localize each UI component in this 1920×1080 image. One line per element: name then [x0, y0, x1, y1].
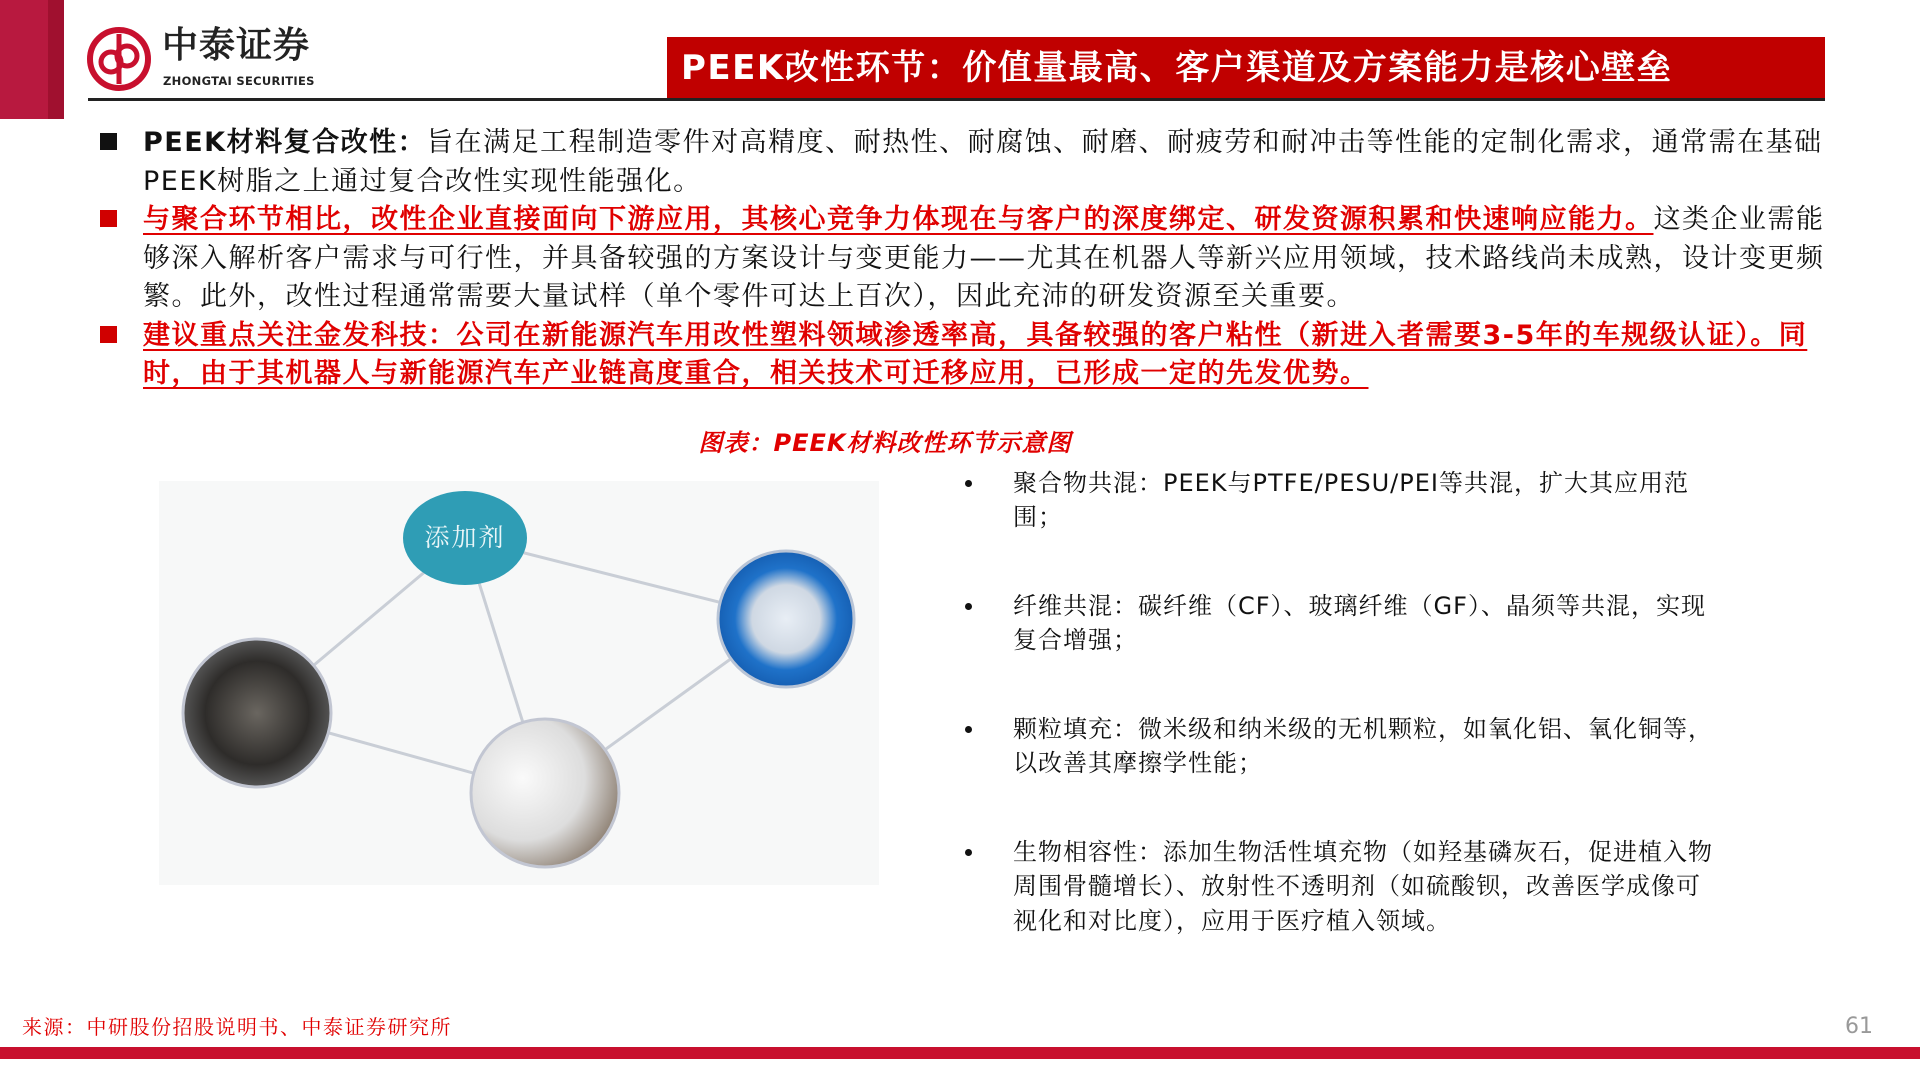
bullet-label: PEEK材料复合改性： [143, 127, 427, 158]
bullet-text: 这类企业需能够深入解析客户需求与可行性，并具备较强的方案设计与变更能力——尤其在机器人等新兴应用领域，技术路线尚未成熟，设计变更频繁。此外，改性过程通常需要大量试样（单个零件可达上百次），因此充沛的研发资源至关重要。 [143, 204, 1825, 312]
figure-point-text: 生物相容性：添加生物活性填充物（如羟基磷灰石，促进植入物周围骨髓增长）、放射性不透明剂（如硫酸钡，改善医学成像可视化和对比度），应用于医疗植入领域。 [1013, 837, 1713, 935]
logo-text-cn: 中泰证券 [162, 25, 311, 66]
bullet-composite-modification [100, 124, 1830, 201]
powder-image [471, 719, 619, 867]
bullet-recommendation [100, 317, 1830, 394]
bullet-highlight: 与聚合环节相比，改性企业直接面向下游应用，其核心竞争力体现在与客户的深度绑定、研发资源积累和快速响应能力。 [143, 204, 1654, 235]
figure-point [965, 835, 1725, 939]
source-note: 来源：中研股份招股说明书、中泰证券研究所 [22, 1015, 452, 1039]
figure-point-text: 聚合物共混：PEEK与PTFE/PESU/PEI等共混，扩大其应用范围； [1013, 468, 1689, 531]
bullet-dot-icon [965, 849, 972, 856]
square-bullet-icon [100, 210, 117, 227]
figure-point-text: 颗粒填充：微米级和纳米级的无机颗粒，如氧化铝、氧化铜等，以改善其摩擦学性能； [1013, 714, 1713, 777]
page-title: PEEK改性环节：价值量最高、客户渠道及方案能力是核心壁垒 [667, 37, 1825, 99]
figure-point [965, 589, 1725, 658]
additive-diagram [159, 481, 879, 885]
bullet-dot-icon [965, 603, 972, 610]
bullet-highlight: 建议重点关注金发科技：公司在新能源汽车用改性塑料领域渗透率高，具备较强的客户粘性（新进入者需要3-5年的车规级认证）。同时，由于其机器人与新能源汽车产业链高度重合，相关技术可迁移应用，已形成一定的先发优势。 [143, 319, 1808, 389]
bullet-text: 旨在满足工程制造零件对高精度、耐热性、耐腐蚀、耐磨、耐疲劳和耐冲击等性能的定制化需求，通常需在基础PEEK树脂之上通过复合改性实现性能强化。 [143, 127, 1823, 197]
logo-text-en: ZHONGTAI SECURITIES [163, 74, 315, 88]
bullet-competitiveness [100, 201, 1830, 317]
page-number: 61 [1845, 1014, 1873, 1039]
main-content [100, 124, 1830, 938]
figure-point-text: 纤维共混：碳纤维（CF）、玻璃纤维（GF）、晶须等共混，实现复合增强； [1013, 591, 1706, 654]
carbon-fiber-image [183, 639, 331, 787]
granules-image [718, 551, 854, 687]
bullet-dot-icon [965, 480, 972, 487]
square-bullet-icon [100, 326, 117, 343]
footer-bar [0, 1047, 1920, 1059]
figure-caption: 图表：PEEK材料改性环节示意图 [698, 428, 1072, 457]
figure-point [965, 712, 1725, 781]
additive-label: 添加剂 [424, 522, 506, 552]
company-logo [86, 24, 346, 96]
square-bullet-icon [100, 133, 117, 150]
logo-mark-icon [86, 26, 152, 92]
figure-points-list [965, 466, 1725, 939]
header-divider [88, 98, 1825, 101]
figure-point [965, 466, 1725, 535]
figure-section [159, 466, 1830, 939]
sidebar-accent-bar [0, 0, 64, 119]
bullet-dot-icon [965, 726, 972, 733]
